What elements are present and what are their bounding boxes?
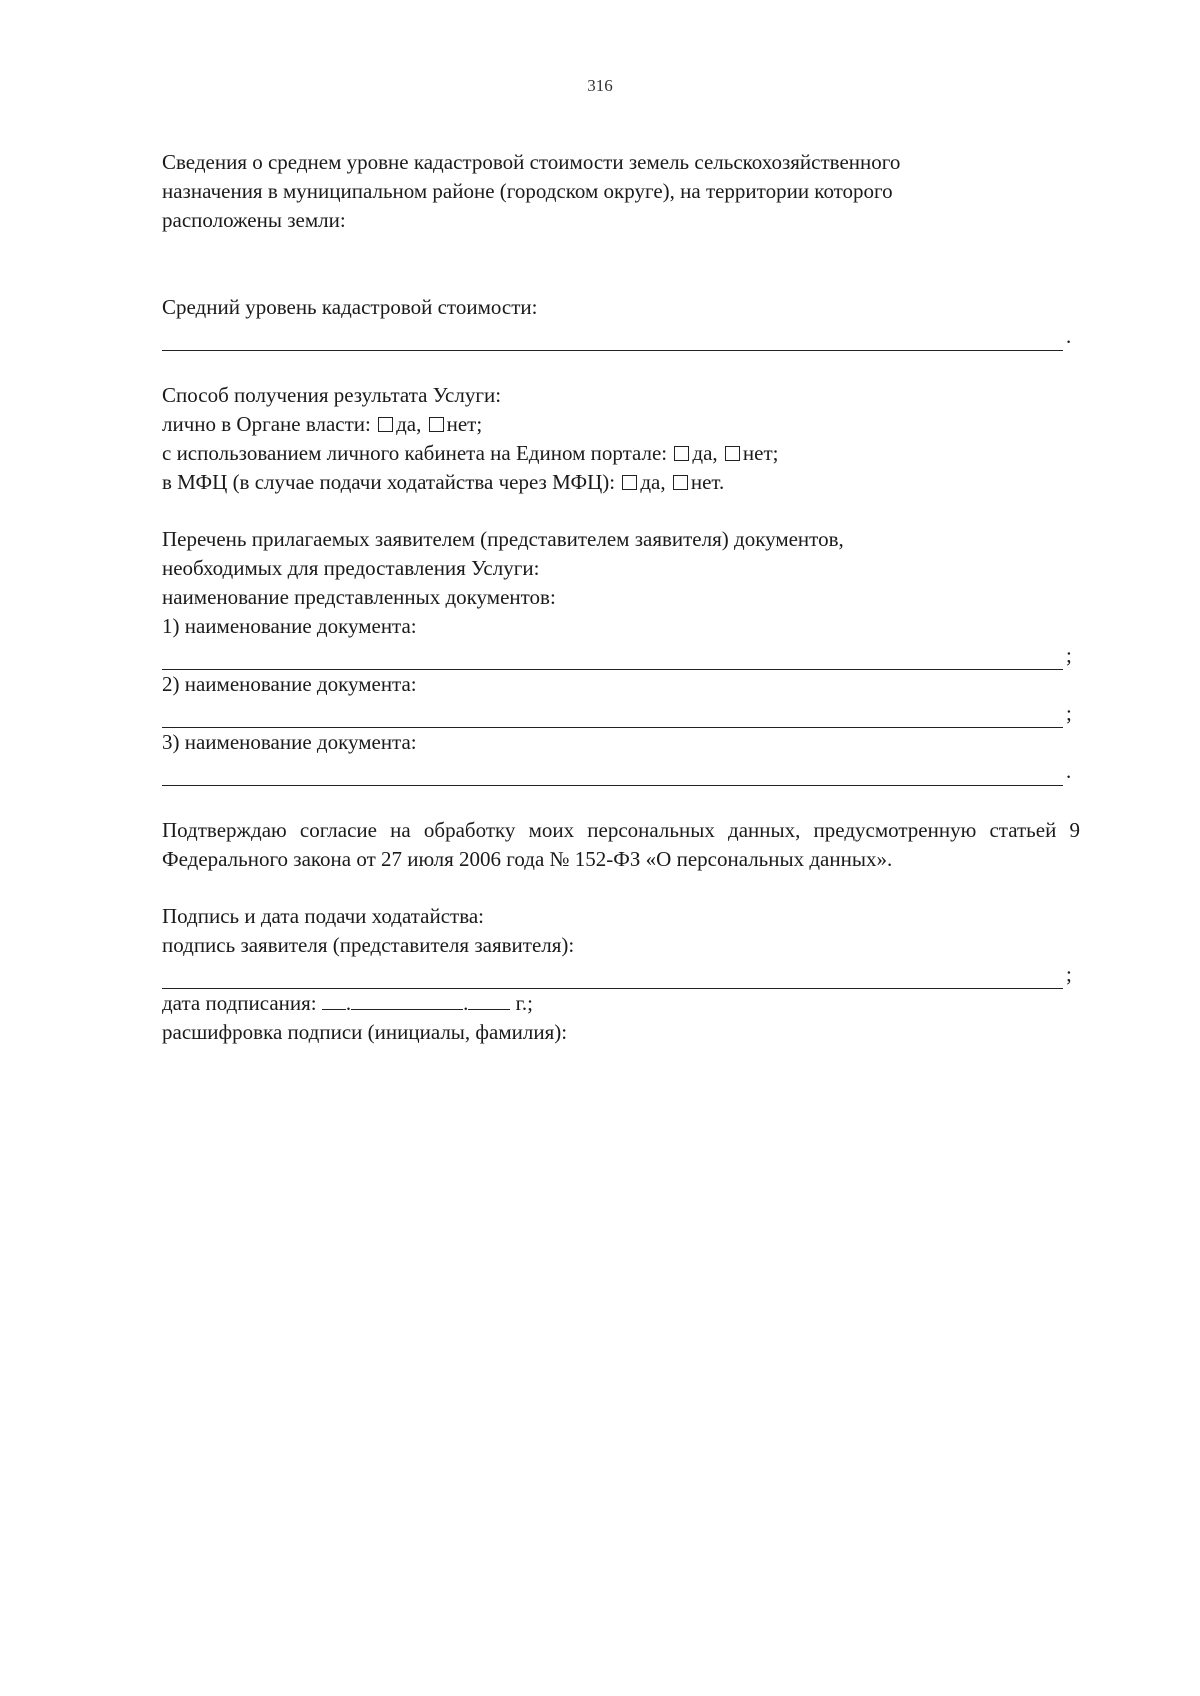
result-method-option-in-person [162,410,1080,439]
document-end-mark: . [1066,759,1072,783]
signature-title: Подпись и дата подачи ходатайства: [162,904,485,928]
checkbox-no-in-person[interactable] [429,417,444,432]
signing-date-day-field[interactable] [322,989,346,1010]
documents-intro-line: необходимых для предоставления Услуги: [162,556,540,580]
applicant-signature-label: подпись заявителя (представителя заявителя): [162,933,575,957]
checkbox-yes-in-person[interactable] [378,417,393,432]
document-end-mark: ; [1066,701,1072,725]
average-level-end-mark: . [1066,324,1072,348]
form-body [162,148,1080,1047]
document-item-label: 1) наименование документа: [162,614,417,638]
consent-paragraph: Подтверждаю согласие на обработку моих персональных данных, предусмотренную статьей 9 Федерального закона от 27 июля 2006 года № 152-ФЗ «О персональных данных». [162,818,1080,871]
checkbox-yes-mfc[interactable] [622,475,637,490]
cadastral-info-line: назначения в муниципальном районе (городском округе), на территории которого [162,179,893,203]
yes-label: да, [640,470,666,494]
date-separator: . [345,991,352,1015]
checkbox-yes-portal[interactable] [674,446,689,461]
document-item-label: 3) наименование документа: [162,730,417,754]
applicant-signature-end-mark: ; [1066,962,1072,986]
result-method-option-portal [162,439,1080,468]
signature-decode-label: расшифровка подписи (инициалы, фамилия): [162,1020,568,1044]
document-line-1[interactable] [162,647,1063,670]
document-line-3[interactable] [162,763,1063,786]
average-level-line[interactable] [162,328,1063,351]
yes-label: да, [396,412,422,436]
checkbox-no-portal[interactable] [725,446,740,461]
documents-intro-line: Перечень прилагаемых заявителем (представителем заявителя) документов, [162,527,844,551]
applicant-signature-field[interactable] [162,960,1080,989]
no-label: нет. [690,470,725,494]
result-method-section [162,381,1080,497]
no-label: нет; [446,412,483,436]
average-level-label: Средний уровень кадастровой стоимости: [162,295,538,319]
option-label: в МФЦ (в случае подачи ходатайства через МФЦ): [162,470,616,494]
signing-date-month-field[interactable] [351,989,463,1010]
cadastral-info-line: Сведения о среднем уровне кадастровой стоимости земель сельскохозяйственного [162,150,901,174]
document-field-1[interactable] [162,641,1080,670]
date-separator: . [463,991,469,1015]
signature-section [162,902,1080,1047]
option-label: с использованием личного кабинета на Едином портале: [162,441,668,465]
documents-section [162,525,1080,786]
signing-date-suffix: г.; [515,991,533,1015]
option-label: лично в Органе власти: [162,412,371,436]
no-label: нет; [742,441,779,465]
page-number: 316 [587,76,613,95]
signing-date-year-field[interactable] [468,989,510,1010]
checkbox-no-mfc[interactable] [673,475,688,490]
result-method-option-mfc [162,468,1080,497]
document-field-2[interactable] [162,699,1080,728]
signing-date-row [162,989,1080,1018]
cadastral-info-paragraph [162,148,1080,235]
document-field-3[interactable] [162,757,1080,786]
applicant-signature-line[interactable] [162,966,1063,989]
average-level-section [162,293,1080,351]
signing-date-label: дата подписания: [162,991,317,1015]
documents-intro-line: наименование представленных документов: [162,585,556,609]
yes-label: да, [692,441,718,465]
document-end-mark: ; [1066,643,1072,667]
result-method-title: Способ получения результата Услуги: [162,383,502,407]
cadastral-info-line: расположены земли: [162,208,346,232]
document-line-2[interactable] [162,705,1063,728]
document-item-label: 2) наименование документа: [162,672,417,696]
average-level-field[interactable] [162,322,1080,351]
